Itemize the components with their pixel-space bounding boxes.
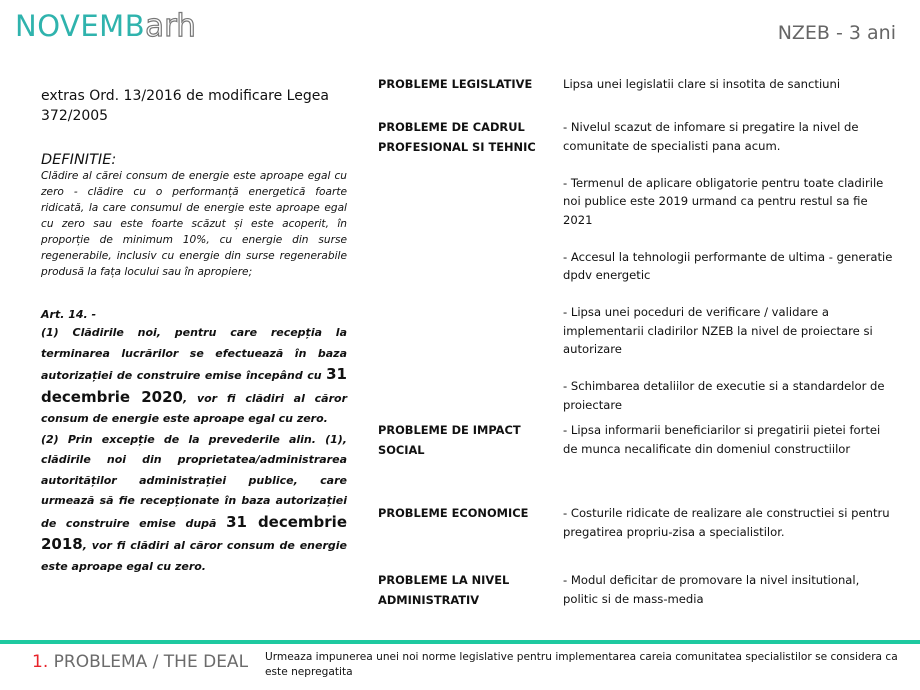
company-logo <box>15 8 196 44</box>
problem-item: - Costurile ridicate de realizare ale constructiei si pentru pregatirea propriu-zisa a specialistilor. <box>563 506 890 539</box>
problem-text-economic <box>563 504 898 541</box>
definition-text: Clădire al cărei consum de energie este aproape egal cu zero - clădire cu o performanță energetică foarte ridicată, la care consumul de energie este aproape egal cu zero sau este foarte scăzut și este acoperit, în proporție de minimum 10%, cu energie din surse regenerabile, inclusiv cu energie din surse regenerabile produsă la fața locului sau în apropiere; <box>41 170 347 278</box>
paragraph-2-date: 31 decembrie 2018 <box>41 512 348 553</box>
problem-label-legislative: PROBLEME LEGISLATIVE <box>378 77 533 91</box>
definition-title: DEFINITIE: <box>41 152 117 168</box>
paragraph-1-text-end: , vor fi clădiri al căror consum de energie este aproape egal cu zero. <box>41 391 347 425</box>
problem-text-legislative <box>563 75 898 94</box>
problem-item: - Schimbarea detaliilor de executie si a standardelor de proiectare <box>563 379 885 412</box>
section-title <box>32 652 248 672</box>
problem-label-administrative: PROBLEME LA NIVEL ADMINISTRATIV <box>378 573 510 607</box>
article-title: Art. 14. - <box>41 308 97 321</box>
paragraph-1-date: 31 decembrie 2020 <box>41 365 347 406</box>
problem-label-social: PROBLEME DE IMPACT SOCIAL <box>378 423 521 457</box>
source-reference: extras Ord. 13/2016 de modificare Legea 372/2005 <box>41 88 329 124</box>
section-label: PROBLEMA / THE DEAL <box>48 652 249 672</box>
logo-main-text: NOVEMB <box>15 9 146 43</box>
footer-note: Urmeaza impunerea unei noi norme legislative pentru implementarea careia comunitatea specialistilor se considera ca este nepregatita <box>265 651 898 678</box>
problem-item: - Lipsa informarii beneficiarilor si pregatirii pietei fortei de munca necalificate din domeniul constructiilor <box>563 423 881 456</box>
article-paragraph-2 <box>41 430 347 578</box>
footer-divider <box>0 640 920 644</box>
section-number: 1. <box>32 652 49 672</box>
legal-extract-panel <box>41 86 347 577</box>
problem-item: - Accesul la tehnologii performante de ultima - generatie dpdv energetic <box>563 249 893 282</box>
paragraph-1-text: (1) Clădirile noi, pentru care recepția la terminarea lucrărilor se efectuează în baza autorizației de construire emise începând cu <box>41 326 347 382</box>
logo-sub-text: arh <box>145 8 196 44</box>
slide-title: NZEB - 3 ani <box>777 22 896 44</box>
problem-item: - Nivelul scazut de infomare si pregatire la nivel de comunitate de specialisti pana acum. <box>563 120 859 153</box>
problem-text-social <box>563 421 898 458</box>
problem-item: - Modul deficitar de promovare la nivel insitutional, politic si de mass-media <box>563 573 860 606</box>
problem-label-professional: PROBLEME DE CADRUL PROFESIONAL SI TEHNIC <box>378 120 536 154</box>
problem-label-economic: PROBLEME ECONOMICE <box>378 506 529 520</box>
article-paragraph-1 <box>41 323 347 430</box>
paragraph-2-text-end: , vor fi clădiri al căror consum de energie este aproape egal cu zero. <box>41 539 347 573</box>
problem-item: - Termenul de aplicare obligatorie pentru toate cladirile noi publice este 2019 urmand ca pentru restul sa fie 2021 <box>563 175 884 227</box>
problem-item: Lipsa unei legislatii clare si insotita de sanctiuni <box>563 77 841 91</box>
problem-text-administrative <box>563 571 898 608</box>
problem-text-professional <box>563 118 898 414</box>
paragraph-2-text: (2) Prin excepție de la prevederile alin. (1), clădirile noi din proprietatea/administrarea autorităților administrației publice, care urmează să fie recepționate în baza autorizației de construire emise după <box>41 432 347 530</box>
problem-item: - Lipsa unei poceduri de verificare / validare a implementarii cladirilor NZEB la nivel de proiectare si autorizare <box>563 305 873 356</box>
